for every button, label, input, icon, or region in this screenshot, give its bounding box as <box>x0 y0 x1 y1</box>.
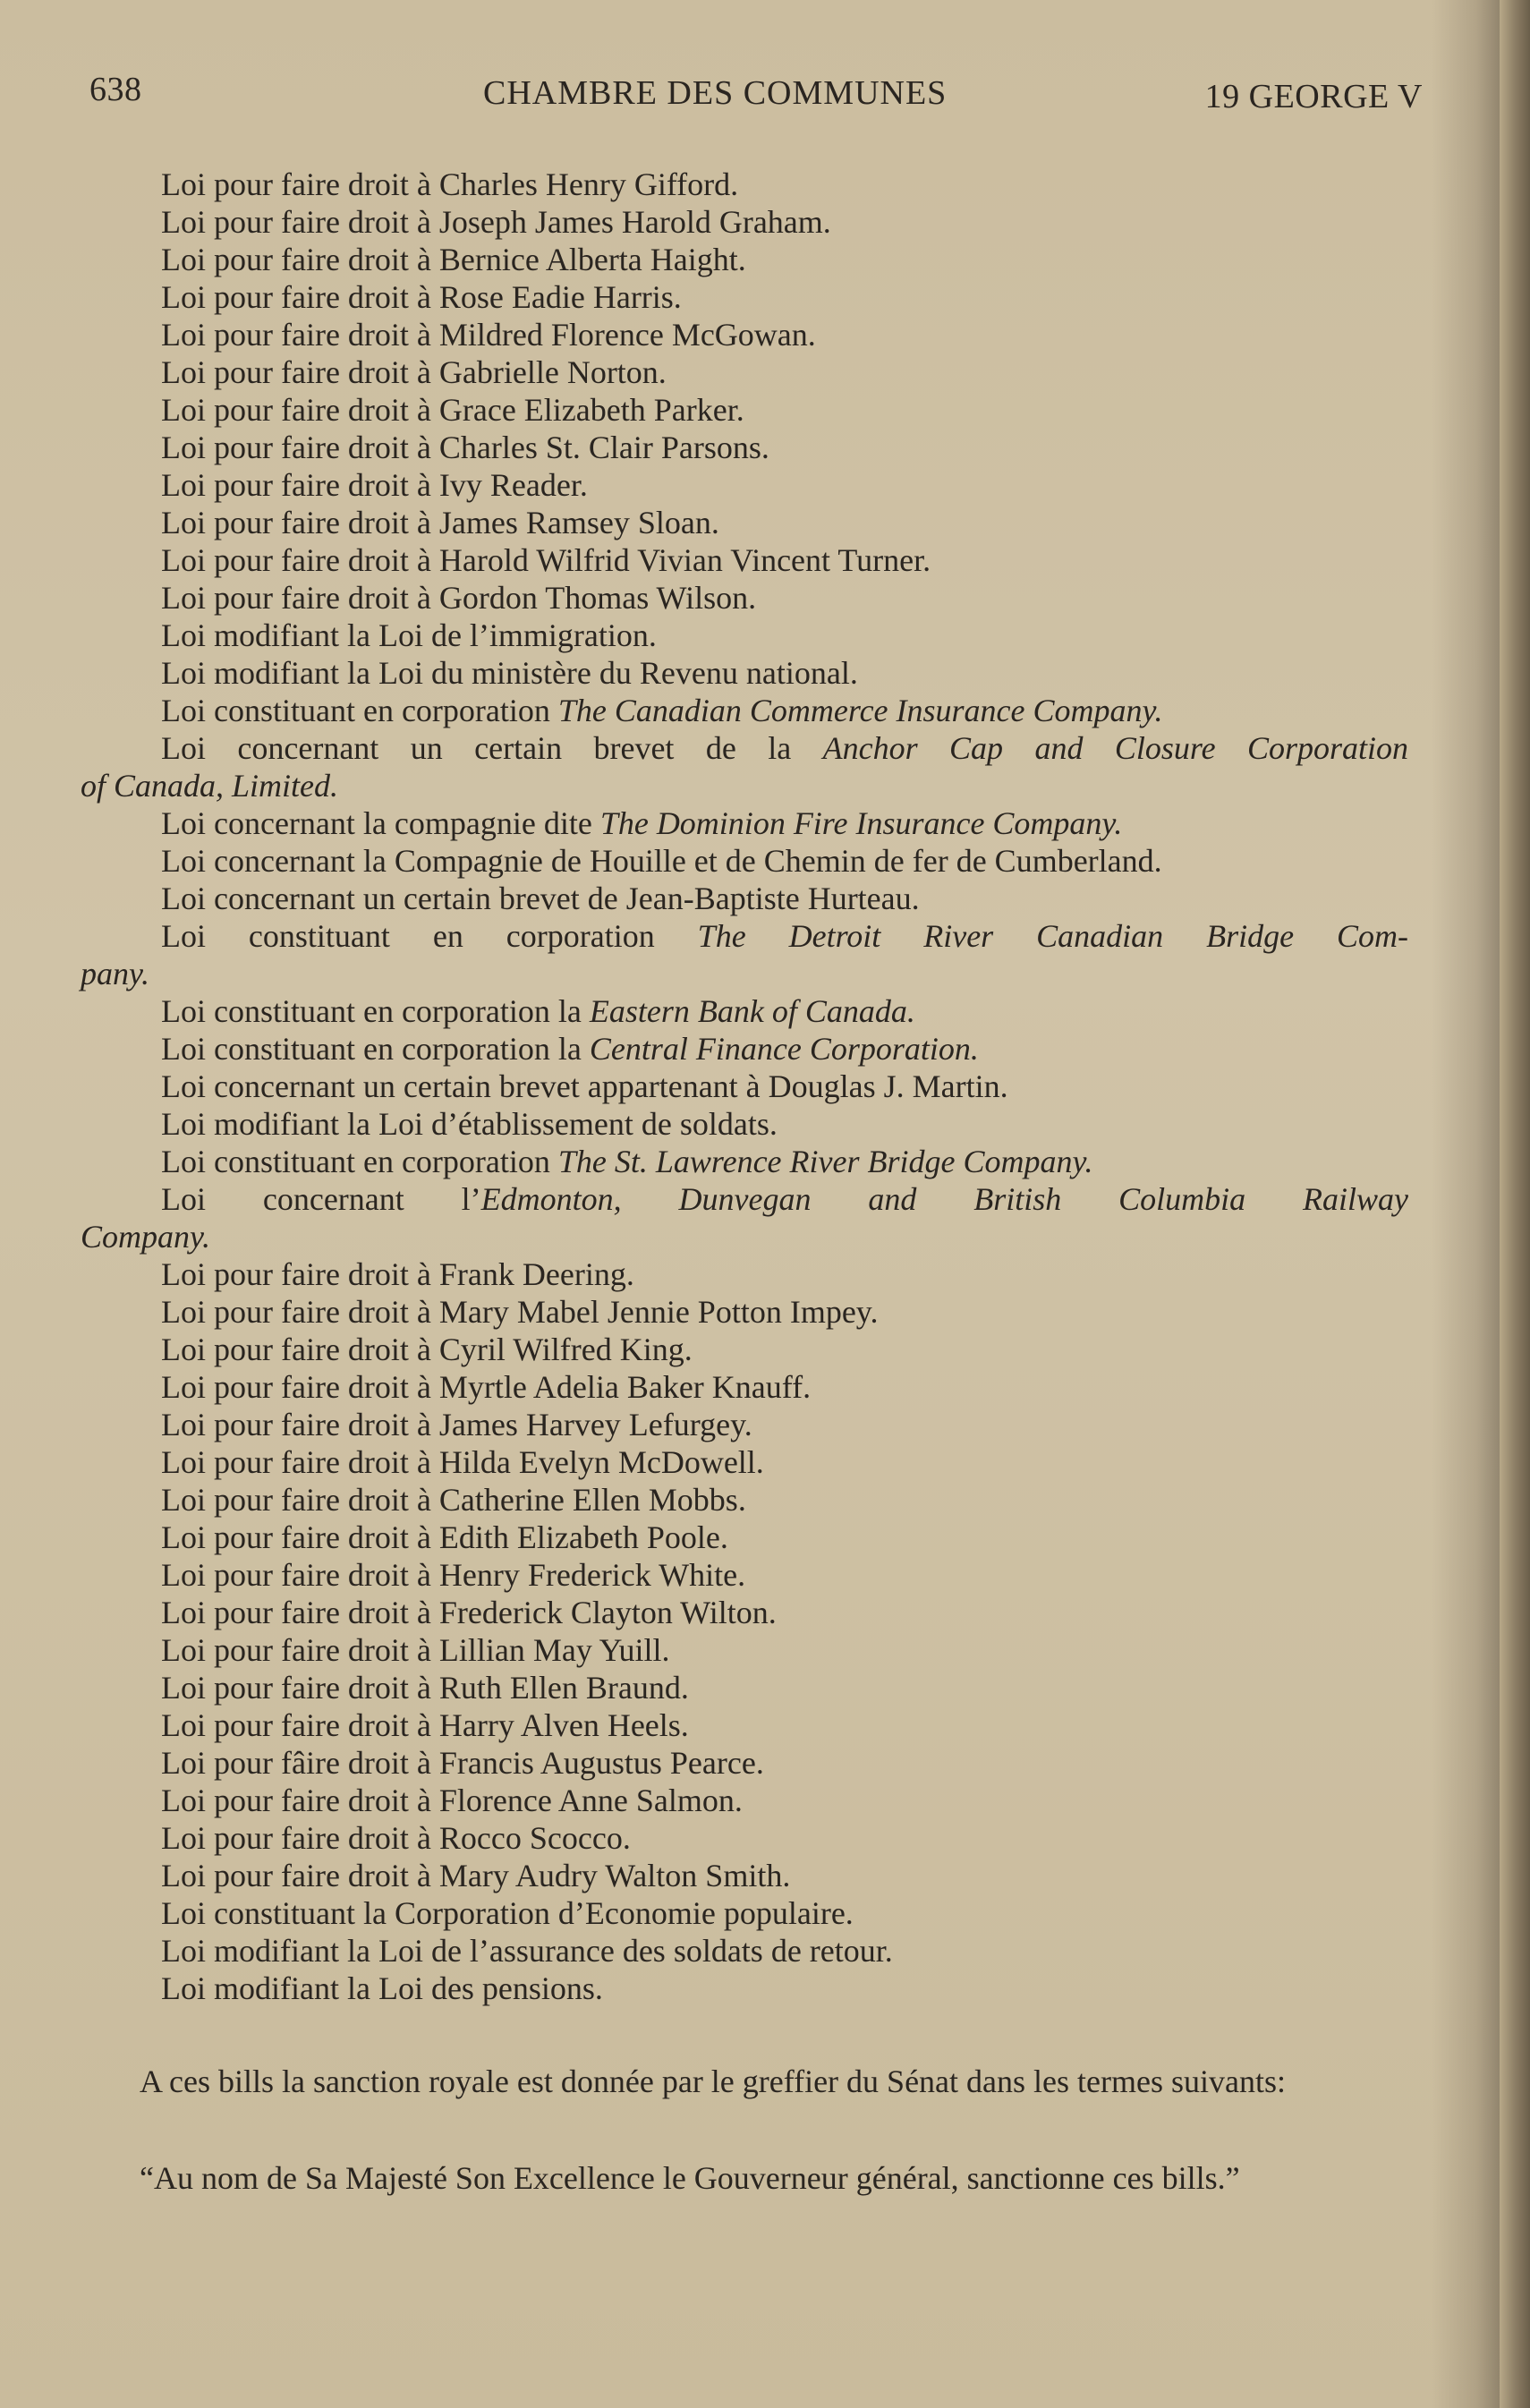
bill-entry <box>75 504 1408 541</box>
bill-entry <box>75 1105 1408 1143</box>
bill-entry-italic-name: The Detroit River Canadian Bridge Com- <box>697 918 1409 954</box>
bill-entry <box>75 1331 1408 1368</box>
bill-entry <box>75 1443 1408 1481</box>
bill-entry-text: Loi constituant en corporation <box>161 1144 558 1179</box>
bill-entry <box>75 203 1408 241</box>
bill-entry-italic-name: Central Finance Corporation. <box>589 1031 979 1067</box>
bill-entry <box>75 1594 1408 1631</box>
bill-entry <box>75 278 1408 316</box>
bill-entry-text: Loi pour faire droit à Henry Frederick White. <box>161 1557 746 1593</box>
bill-entry-text: Loi pour faire droit à Cyril Wilfred King. <box>161 1332 693 1367</box>
bill-entry-text: Loi concernant un certain brevet de Jean-Baptiste Hurteau. <box>161 881 920 916</box>
bill-entry <box>75 1481 1408 1519</box>
bill-entry <box>75 804 1408 842</box>
bill-entry-text: Loi pour faire droit à Hilda Evelyn McDowell. <box>161 1444 764 1480</box>
bill-entry-text: Loi pour fâire droit à Francis Augustus Pearce. <box>161 1745 764 1781</box>
bill-entry-text: Loi modifiant la Loi des pensions. <box>161 1970 603 2006</box>
bill-entry-text: Loi pour faire droit à Ivy Reader. <box>161 467 588 503</box>
bill-entry <box>75 1894 1408 1932</box>
bill-entry-text: Loi pour faire droit à Charles St. Clair Parsons. <box>161 430 769 465</box>
bill-entry <box>75 1255 1408 1293</box>
bill-entry-text: Loi pour faire droit à Mildred Florence McGowan. <box>161 317 816 353</box>
bill-entry-text: Loi pour faire droit à Catherine Ellen Mobbs. <box>161 1482 746 1518</box>
bill-entry <box>75 579 1408 617</box>
bill-entry <box>75 1030 1408 1068</box>
bill-entry-text: Loi modifiant la Loi de l’assurance des soldats de retour. <box>161 1933 893 1969</box>
bill-entry <box>75 1406 1408 1443</box>
bill-entry <box>75 1706 1408 1744</box>
bill-entry-text: Loi pour faire droit à Harry Alven Heels. <box>161 1707 689 1743</box>
bill-entry-text: Loi pour faire droit à Edith Elizabeth Poole. <box>161 1519 728 1555</box>
bill-entry <box>75 729 1408 767</box>
book-spine-shadow <box>1500 0 1530 2408</box>
bill-entry <box>75 992 1408 1030</box>
bill-entry-text: Loi concernant un certain brevet appartenant à Douglas J. Martin. <box>161 1068 1008 1104</box>
bill-entry <box>75 466 1408 504</box>
bill-entry <box>75 241 1408 278</box>
running-title: CHAMBRE DES COMMUNES <box>483 74 948 112</box>
bill-entry-continuation: pany. <box>81 956 149 991</box>
reign-label: 19 GEORGE V <box>1204 78 1423 115</box>
bill-entry-text: Loi pour faire droit à Grace Elizabeth Parker. <box>161 392 744 428</box>
bill-entry-italic-name: Edmonton, Dunvegan and British Columbia Railway <box>480 1181 1409 1217</box>
bill-entry <box>75 1782 1408 1819</box>
bill-entry-text: Loi pour faire droit à Mary Mabel Jennie Potton Impey. <box>161 1294 879 1330</box>
bill-entry-text: Loi pour faire droit à Rocco Scocco. <box>161 1820 631 1856</box>
bill-entry <box>75 1180 1408 1218</box>
bill-entry-text: Loi modifiant la Loi de l’immigration. <box>161 617 657 653</box>
bill-entry <box>75 880 1408 917</box>
bill-entry-italic-name: The Dominion Fire Insurance Company. <box>599 805 1123 841</box>
bill-entry-text: Loi pour faire droit à Gordon Thomas Wilson. <box>161 580 757 616</box>
bill-entry <box>75 1143 1408 1180</box>
bill-list <box>75 166 1408 2007</box>
bill-entry <box>75 842 1408 880</box>
bill-entry-text: Loi concernant la Compagnie de Houille et de Chemin de fer de Cumberland. <box>161 843 1162 879</box>
bill-entry-text: Loi constituant en corporation <box>161 693 558 728</box>
bill-entry-text: Loi modifiant la Loi d’établissement de soldats. <box>161 1106 778 1142</box>
bill-entry <box>75 1293 1408 1331</box>
page-header <box>89 70 1423 123</box>
bill-entry-text: Loi pour faire droit à Charles Henry Gifford. <box>161 166 739 202</box>
bill-entry-text: Loi pour faire droit à Ruth Ellen Braund. <box>161 1670 689 1706</box>
bill-entry-text: Loi constituant en corporation la <box>161 993 590 1029</box>
bill-entry <box>75 1819 1408 1857</box>
bill-entry <box>75 1669 1408 1706</box>
bill-entry-text: Loi concernant l’ <box>161 1181 481 1217</box>
bill-entry-text: Loi pour faire droit à Myrtle Adelia Baker Knauff. <box>161 1369 812 1405</box>
bill-entry-text: Loi modifiant la Loi du ministère du Revenu national. <box>161 655 858 691</box>
bill-entry <box>75 917 1408 955</box>
bill-entry-continuation: Company. <box>81 1219 211 1255</box>
bill-entry-text: Loi pour faire droit à Frederick Clayton Wilton. <box>161 1595 777 1630</box>
bill-entry-italic-name: Eastern Bank of Canada. <box>589 993 915 1029</box>
sanction-quote: “Au nom de Sa Majesté Son Excellence le Gouverneur général, sanctionne ces bills.” <box>140 2160 1240 2196</box>
bill-entry <box>75 541 1408 579</box>
page-number: 638 <box>89 71 142 108</box>
bill-entry-text: Loi pour faire droit à Mary Audry Walton Smith. <box>161 1858 791 1893</box>
bill-entry-text: Loi constituant en corporation la <box>161 1031 590 1067</box>
bill-entry <box>75 654 1408 692</box>
bill-entry <box>75 1857 1408 1894</box>
bill-entry <box>75 316 1408 353</box>
bill-entry-text: Loi pour faire droit à Florence Anne Salmon. <box>161 1783 743 1818</box>
bill-entry <box>75 1556 1408 1594</box>
bill-entry-italic-name: Anchor Cap and Closure Corporation <box>822 730 1409 766</box>
bill-entry-text: Loi pour faire droit à Lillian May Yuill. <box>161 1632 670 1668</box>
bill-entry-text: Loi pour faire droit à James Ramsey Sloan. <box>161 505 719 540</box>
bill-entry-text: Loi pour faire droit à Bernice Alberta Haight. <box>161 242 746 277</box>
bill-entry <box>75 391 1408 429</box>
bill-entry-text: Loi concernant un certain brevet de la <box>161 730 823 766</box>
bill-entry <box>75 1932 1408 1970</box>
bill-entry-text: Loi pour faire droit à Joseph James Harold Graham. <box>161 204 831 240</box>
bill-entry-text: Loi constituant en corporation <box>161 918 698 954</box>
bill-entry <box>75 692 1408 729</box>
bill-entry <box>75 1068 1408 1105</box>
bill-entry-italic-name: The St. Lawrence River Bridge Company. <box>557 1144 1093 1179</box>
bill-entry <box>75 353 1408 391</box>
bill-entry <box>75 1970 1408 2007</box>
bill-entry <box>75 1744 1408 1782</box>
bill-entry-text: Loi pour faire droit à James Harvey Lefurgey. <box>161 1407 752 1442</box>
bill-entry <box>75 1368 1408 1406</box>
bill-entry <box>75 1519 1408 1556</box>
bill-entry <box>75 617 1408 654</box>
bill-entry-text: Loi constituant la Corporation d’Economie populaire. <box>161 1895 854 1931</box>
bill-entry <box>75 166 1408 203</box>
bill-entry-text: Loi pour faire droit à Harold Wilfrid Vivian Vincent Turner. <box>161 542 931 578</box>
bill-entry-italic-name: The Canadian Commerce Insurance Company. <box>557 693 1163 728</box>
bill-entry-text: Loi pour faire droit à Gabrielle Norton. <box>161 354 667 390</box>
bill-entry-text: Loi concernant la compagnie dite <box>161 805 600 841</box>
bill-entry-text: Loi pour faire droit à Rose Eadie Harris. <box>161 279 682 315</box>
bill-entry-continuation: of Canada, Limited. <box>81 768 339 804</box>
bill-entry <box>75 429 1408 466</box>
bill-entry <box>75 1631 1408 1669</box>
bill-entry-text: Loi pour faire droit à Frank Deering. <box>161 1256 634 1292</box>
sanction-paragraph: A ces bills la sanction royale est donnée par le greffier du Sénat dans les termes suivants: <box>140 2063 1286 2099</box>
